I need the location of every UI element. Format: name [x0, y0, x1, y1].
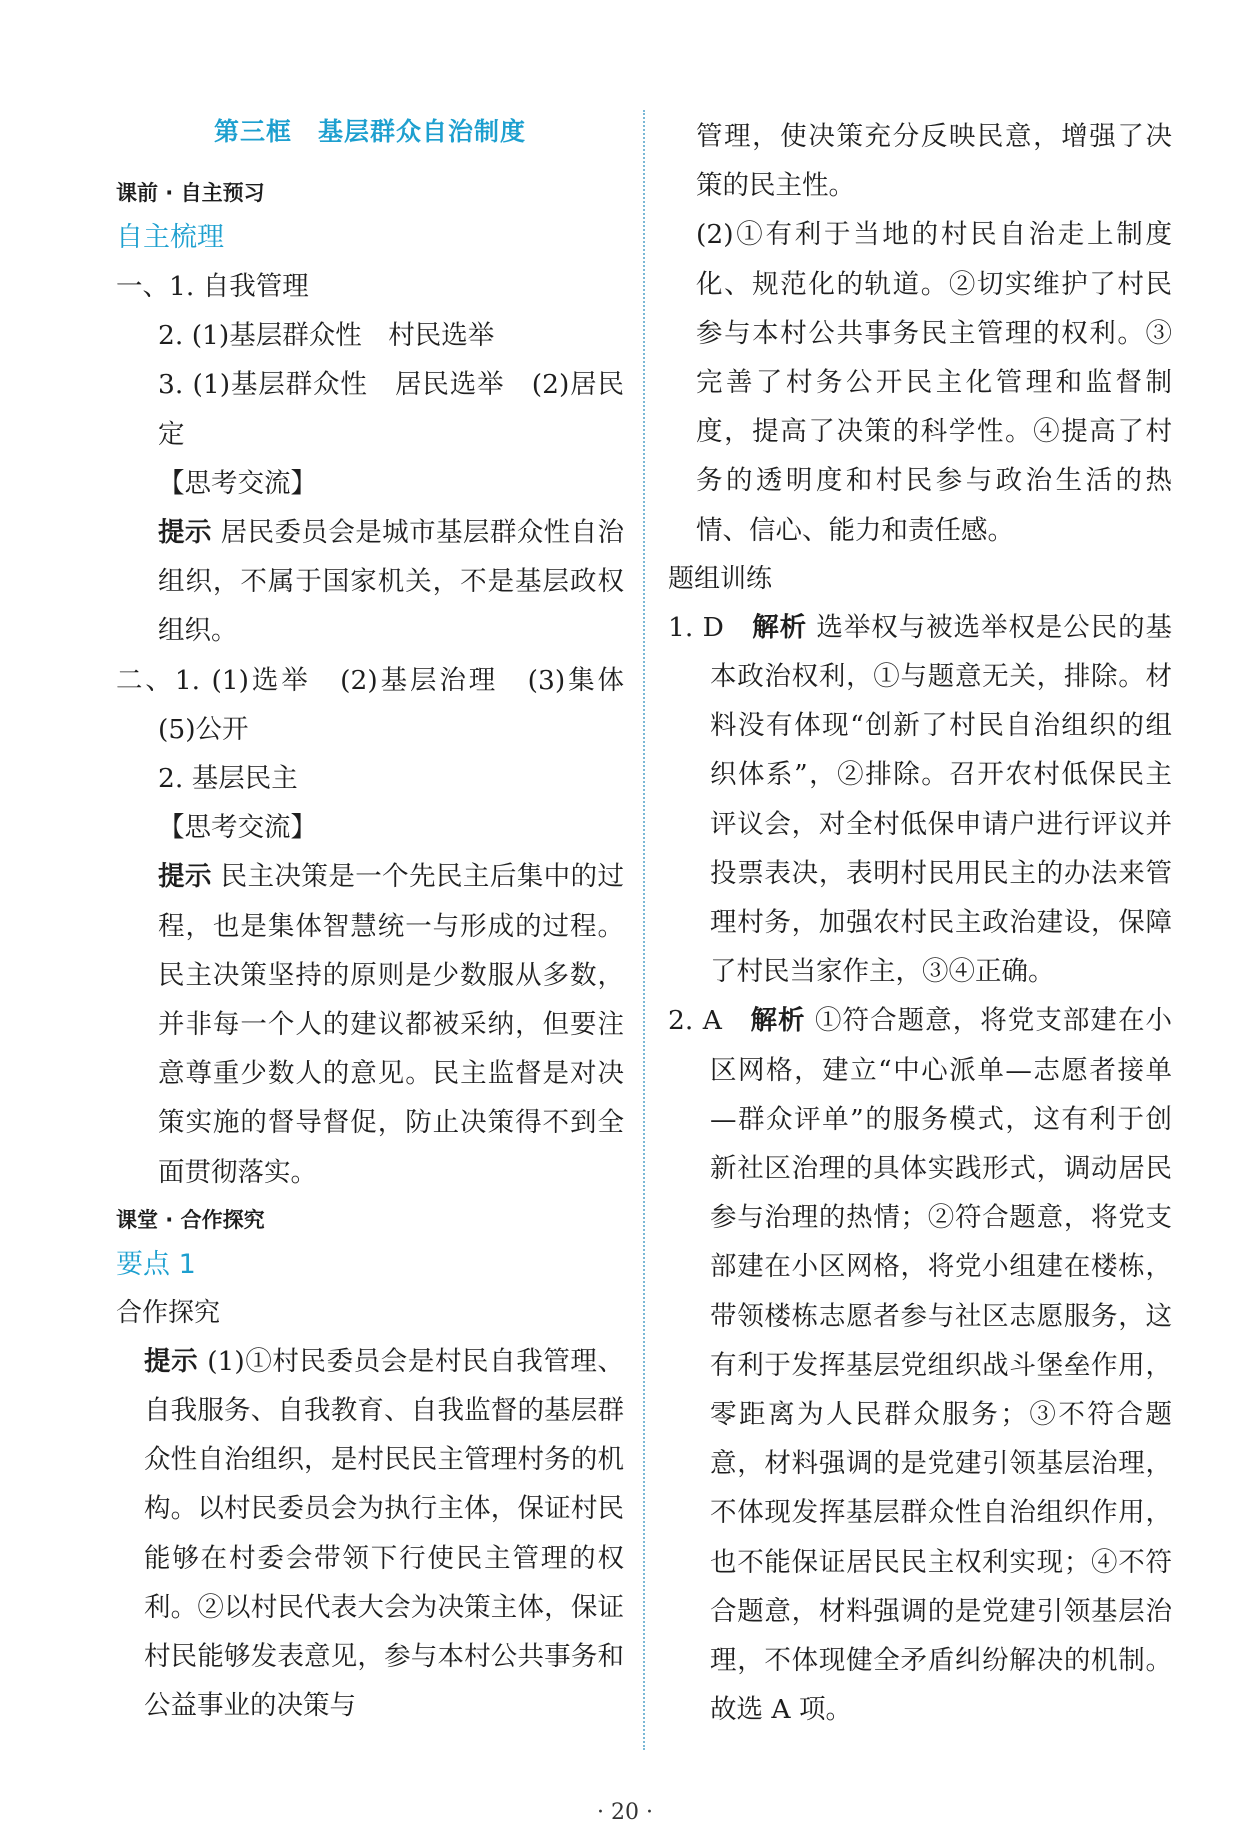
heading-point: 要点 1: [116, 1248, 196, 1280]
hint-tag: 提示: [158, 517, 212, 549]
hint-paragraph-1: [116, 508, 624, 656]
answer-line-3: 3. (1)基层群众性 居民选举 (2)居民定: [158, 369, 624, 450]
section-preview: 课前 · 自主预习: [116, 181, 265, 205]
hint-tag: 提示: [158, 861, 212, 893]
heading-train: 题组训练: [668, 563, 773, 594]
hint-text: 民主决策是一个先民主后集中的过程，也是集体智慧统一与形成的过程。民主决策坚持的原则是少数服从多数，并非每一个人的建议都被采纳，但要注意尊重少数人的意见。民主监督是对决策实施的督导督促，防止决策得不到全面贯彻落实。: [158, 861, 624, 1188]
answer-part-2: (2)①有利于当地的村民自治走上制度化、规范化的轨道。②切实维护了村民参与本村公共事务民主管理的权利。③完善了村务公开民主化管理和监督制度，提高了决策的科学性。④提高了村务的透明度和村民参与政治生活的热情、信心、能力和责任感。: [696, 219, 1172, 546]
hint-paragraph-3: [116, 1337, 624, 1731]
answer-line-2: 2. (1)基层群众性 村民选举: [158, 320, 495, 352]
answer-line-6: 二、1. (1)选举 (2)基层治理 (3)集体 (5)公开: [116, 664, 651, 745]
chapter-title: [116, 108, 624, 156]
answer-line-1: 一、1. 自我管理: [116, 271, 309, 302]
right-column: [668, 112, 1172, 1735]
column-divider: [643, 110, 645, 1750]
heading-coop: 合作探究: [116, 1297, 221, 1328]
q2-analysis: ①符合题意，将党支部建在小区网格，建立“中心派单—志愿者接单—群众评单”的服务模式，这有利于创新社区治理的具体实践形式，调动居民参与治理的热情；②符合题意，将党支部建在小区网格，将党小组建在楼栋，带领楼栋志愿者参与社区志愿服务，这有利于发挥基层党组织战斗堡垒作用，零距离为人民群众服务；③不符合题意，材料强调的是党建引领基层治理，不体现发挥基层群众性自治组织作用，也不能保证居民民主权利实现；④不符合题意，材料强调的是党建引领基层治理，不体现健全矛盾纠纷解决的机制。故选 A 项。: [710, 1005, 1172, 1726]
hint-tag: 提示: [144, 1345, 199, 1377]
q1-choice: 1. D: [668, 611, 753, 643]
q1-analysis: 选举权与被选举权是公民的基本政治权利，①与题意无关，排除。材料没有体现“创新了村民自治组织的组织体系”，②排除。召开农村低保民主评议会，对全村低保申请户进行评议并投票表决，表明村民用民主的办法来管理村务，加强农村民主政治建设，保障了村民当家作主，③④正确。: [710, 611, 1172, 988]
hint-text: 居民委员会是城市基层群众性自治组织，不属于国家机关，不是基层政权组织。: [158, 517, 624, 647]
left-column: [116, 108, 651, 1730]
answer-continued: 管理，使决策充分反映民意，增强了决策的民主性。: [696, 121, 1172, 202]
page-number: · 20 ·: [597, 1800, 653, 1825]
think-exchange-label-2: 【思考交流】: [158, 812, 317, 844]
think-exchange-label: 【思考交流】: [158, 467, 317, 499]
chapter-label: 第三框: [213, 117, 292, 146]
q2-choice: 2. A: [668, 1005, 751, 1037]
question-2-answer: [668, 996, 1172, 1734]
chapter-name: 基层群众自治制度: [318, 117, 527, 146]
hint-paragraph-2: [116, 852, 624, 1196]
answer-line-7: 2. 基层民主: [158, 763, 298, 795]
hint-text: (1)①村民委员会是村民自我管理、自我服务、自我教育、自我监督的基层群众性自治组织，是村民民主管理村务的机构。以村民委员会为执行主体，保证村民能够在村委会带领下行使民主管理的权利。②以村民代表大会为决策主体，保证村民能够发表意见，参与本村公共事务和公益事业的决策与: [144, 1345, 624, 1722]
heading-zizhu: 自主梳理: [116, 222, 224, 253]
analysis-tag: 解析: [750, 1005, 806, 1037]
question-1-answer: [668, 603, 1172, 997]
section-class: 课堂 · 合作探究: [116, 1207, 265, 1232]
analysis-tag: 解析: [752, 611, 808, 643]
